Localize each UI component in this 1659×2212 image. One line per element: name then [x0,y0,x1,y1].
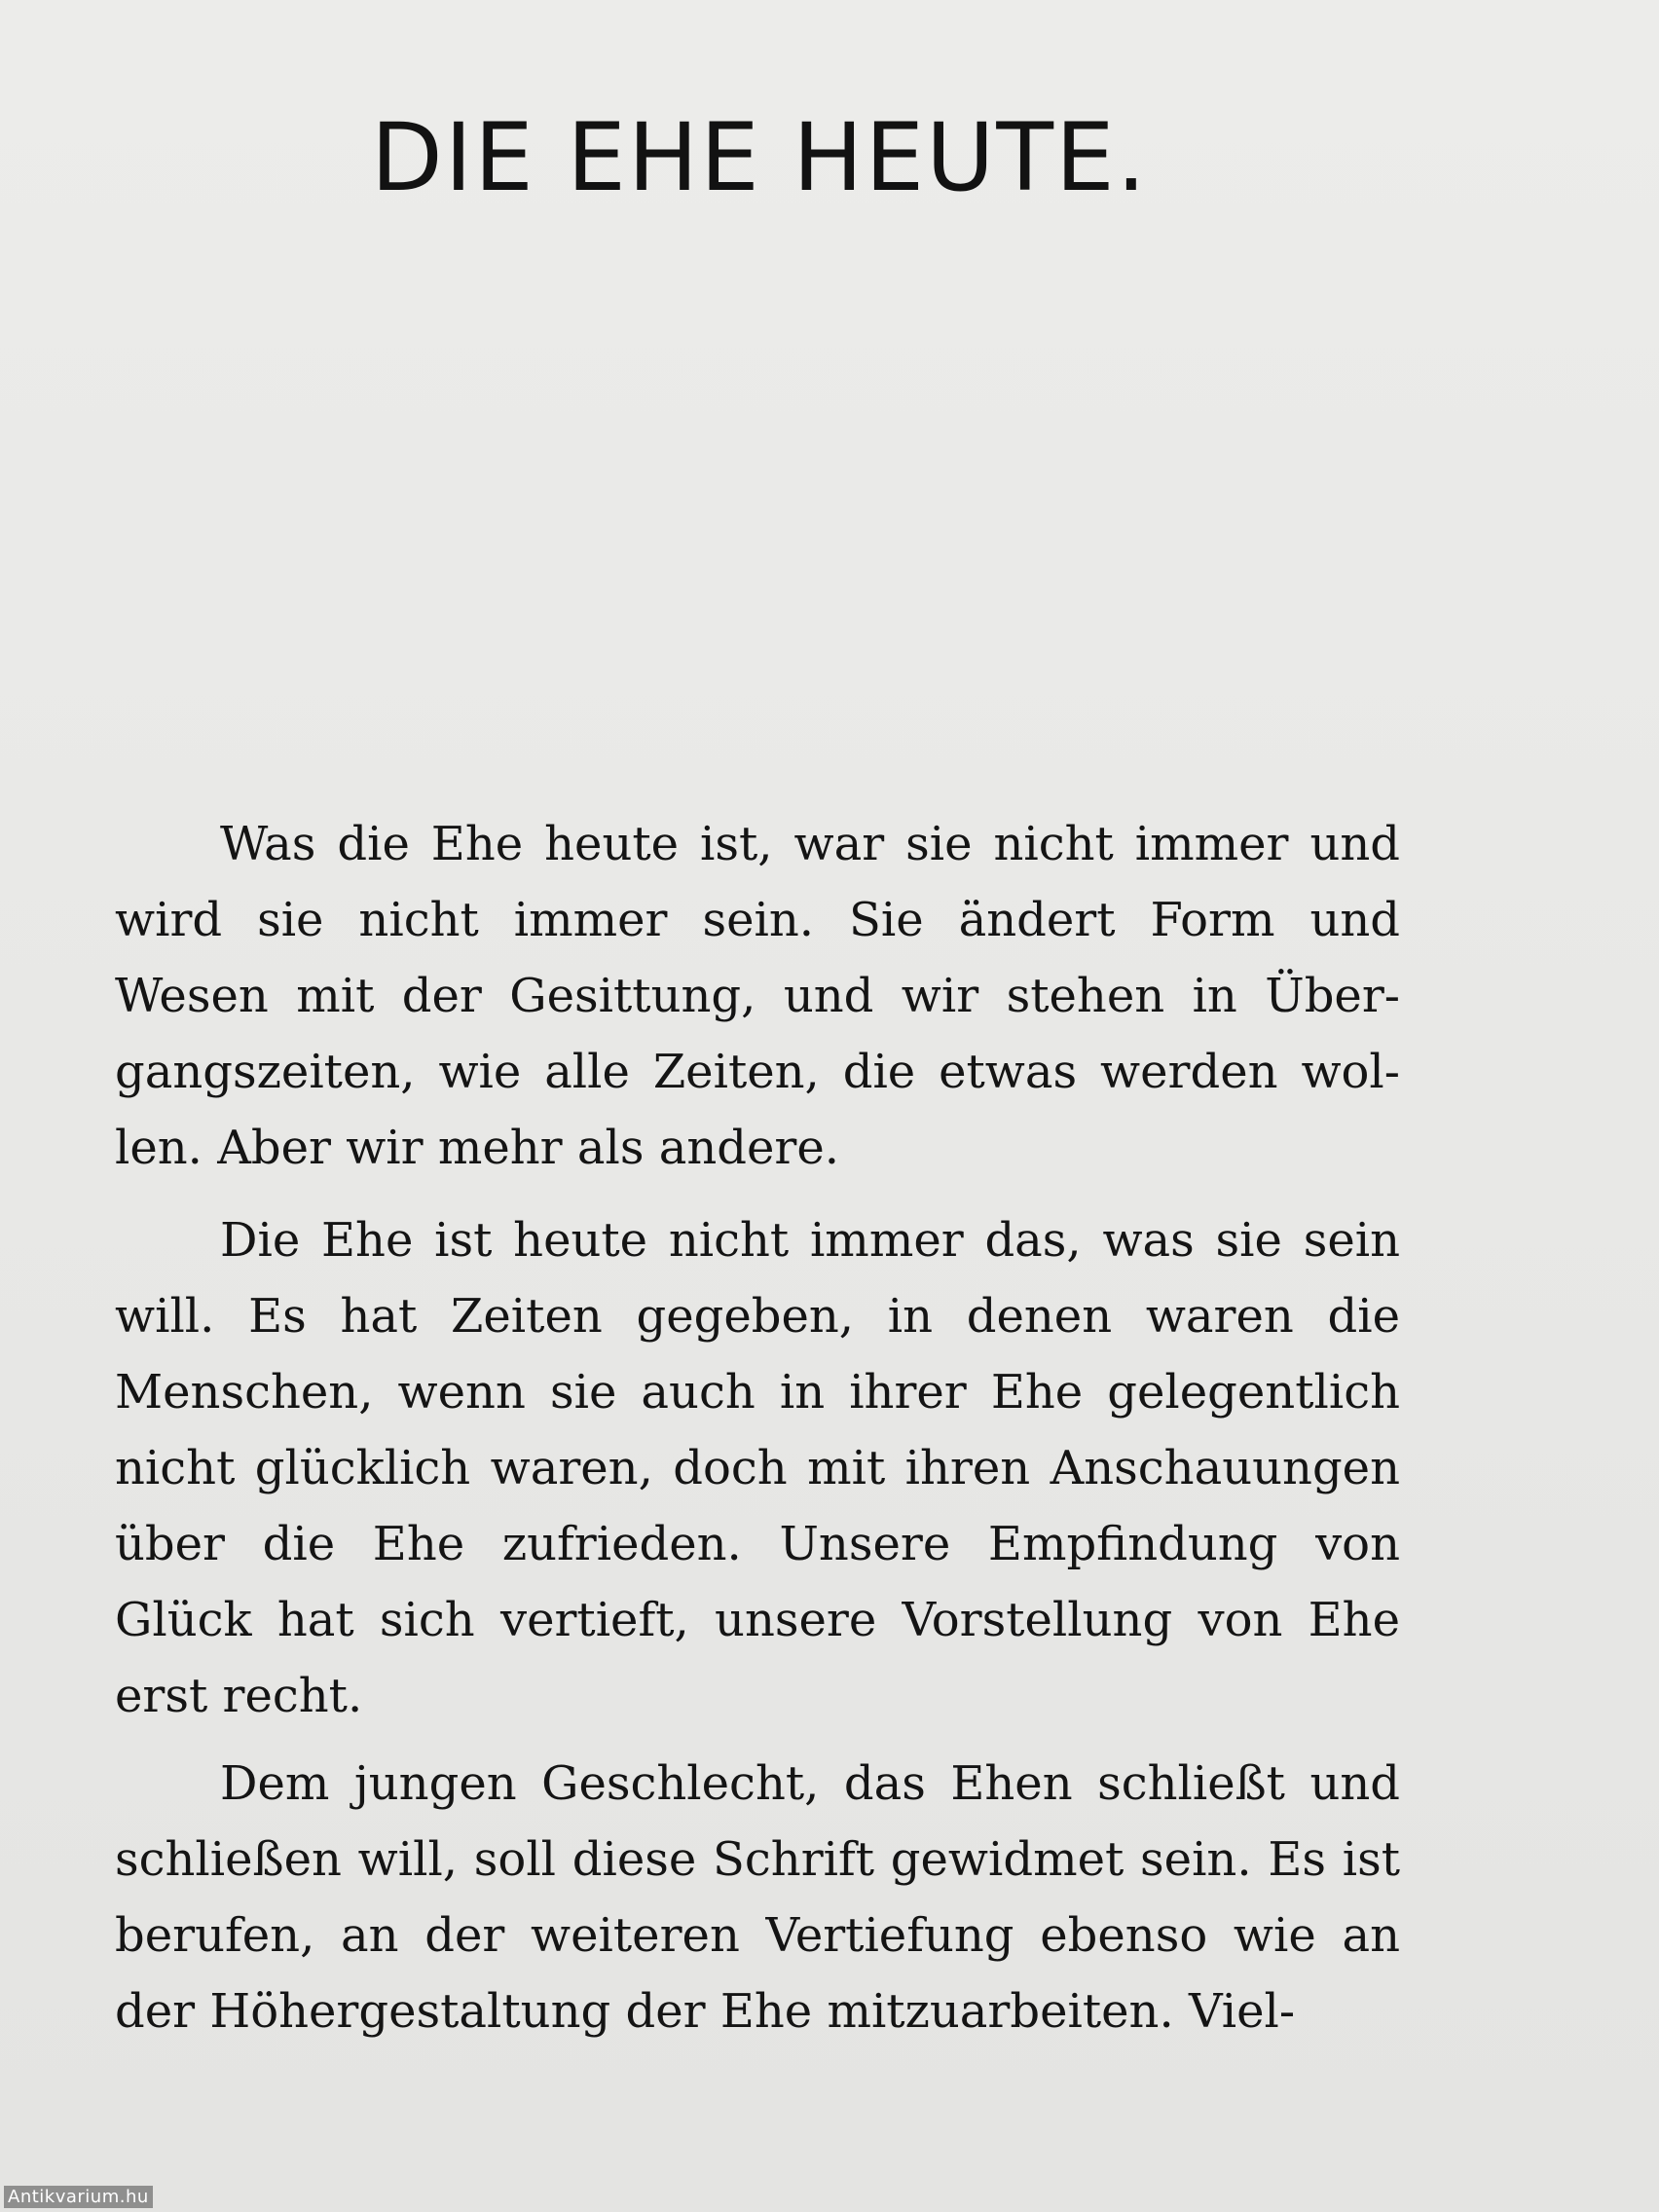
source-watermark: Antikvarium.hu [4,2186,153,2208]
paragraph-2: Die Ehe ist heute nicht immer das, was sie sein will. Es hat Zeiten gegeben, in denen waren die Menschen, wenn sie auch in ihrer Ehe gelegentlich nicht glücklich waren, doch mit ihren Anschauungen über die Ehe zufrieden. Unsere Empfindung von Glück hat sich vertieft, unsere Vorstellung von Ehe erst recht. [115,1213,1400,1723]
paragraph-3: Dem jungen Geschlecht, das Ehen schließt und schließen will, soll diese Schrift gewidmet sein. Es ist berufen, an der weiteren Vertiefung ebenso wie an der Höhergestaltung der Ehe mitzuarbeiten. Viel- [115,1756,1400,2039]
page-title: DIE EHE HEUTE. [370,103,1149,212]
paragraph-1: Was die Ehe heute ist, war sie nicht immer und wird sie nicht immer sein. Sie ändert Form und Wesen mit der Gesittung, und wir stehen in Über-gangszeiten, wie alle Zeiten, die etwas werden wol-len. Aber wir mehr als andere. [115,817,1400,1175]
